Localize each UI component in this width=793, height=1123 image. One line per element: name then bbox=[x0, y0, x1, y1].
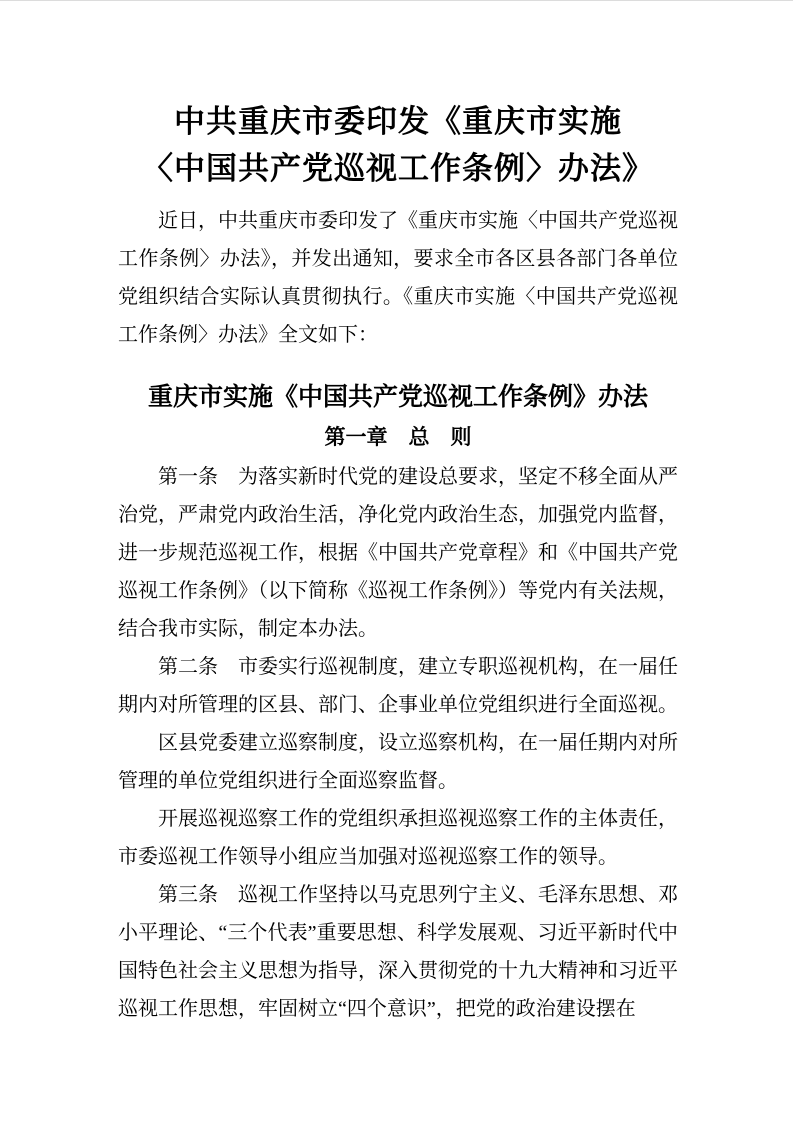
intro-paragraph: 近日，中共重庆市委印发了《重庆市实施〈中国共产党巡视工作条例〉办法》，并发出通知，要求全市各区县各部门各单位党组织结合实际认真贯彻执行。《重庆市实施〈中国共产党巡视工作条例〉办法》全文如下： bbox=[118, 210, 678, 346]
chapter-heading: 第一章 总 则 bbox=[324, 426, 472, 449]
article-2-paragraph-1: 第二条 市委实行巡视制度，建立专职巡视机构，在一届任期内对所管理的区县、部门、企事业单位党组织进行全面巡视。 bbox=[118, 656, 678, 716]
regulation-body bbox=[118, 458, 678, 1028]
page-title-line-2: 〈中国共产党巡视工作条例〉办法》 bbox=[142, 151, 654, 186]
page-title-line-1: 中共重庆市委印发《重庆市实施 bbox=[174, 104, 622, 139]
article-2-paragraph-2: 区县党委建立巡察制度，设立巡察机构，在一届任期内对所管理的单位党组织进行全面巡察监督。 bbox=[118, 732, 678, 792]
regulation-title: 重庆市实施《中国共产党巡视工作条例》办法 bbox=[147, 383, 648, 411]
article-3-paragraph: 第三条 巡视工作坚持以马克思列宁主义、毛泽东思想、邓小平理论、“三个代表”重要思想、科学发展观、习近平新时代中国特色社会主义思想为指导，深入贯彻党的十九大精神和习近平巡视工作思想，牢固树立“四个意识”，把党的政治建设摆在 bbox=[118, 884, 678, 1020]
page-content bbox=[118, 98, 678, 1028]
document-page bbox=[0, 1, 793, 1123]
page-title bbox=[118, 98, 678, 192]
article-2-paragraph-3: 开展巡视巡察工作的党组织承担巡视巡察工作的主体责任，市委巡视工作领导小组应当加强对巡视巡察工作的领导。 bbox=[118, 808, 678, 868]
article-1-paragraph: 第一条 为落实新时代党的建设总要求，坚定不移全面从严治党，严肃党内政治生活，净化党内政治生态，加强党内监督，进一步规范巡视工作，根据《中国共产党章程》和《中国共产党巡视工作条例》（以下简称《巡视工作条例》）等党内有关法规，结合我市实际，制定本办法。 bbox=[118, 466, 678, 640]
